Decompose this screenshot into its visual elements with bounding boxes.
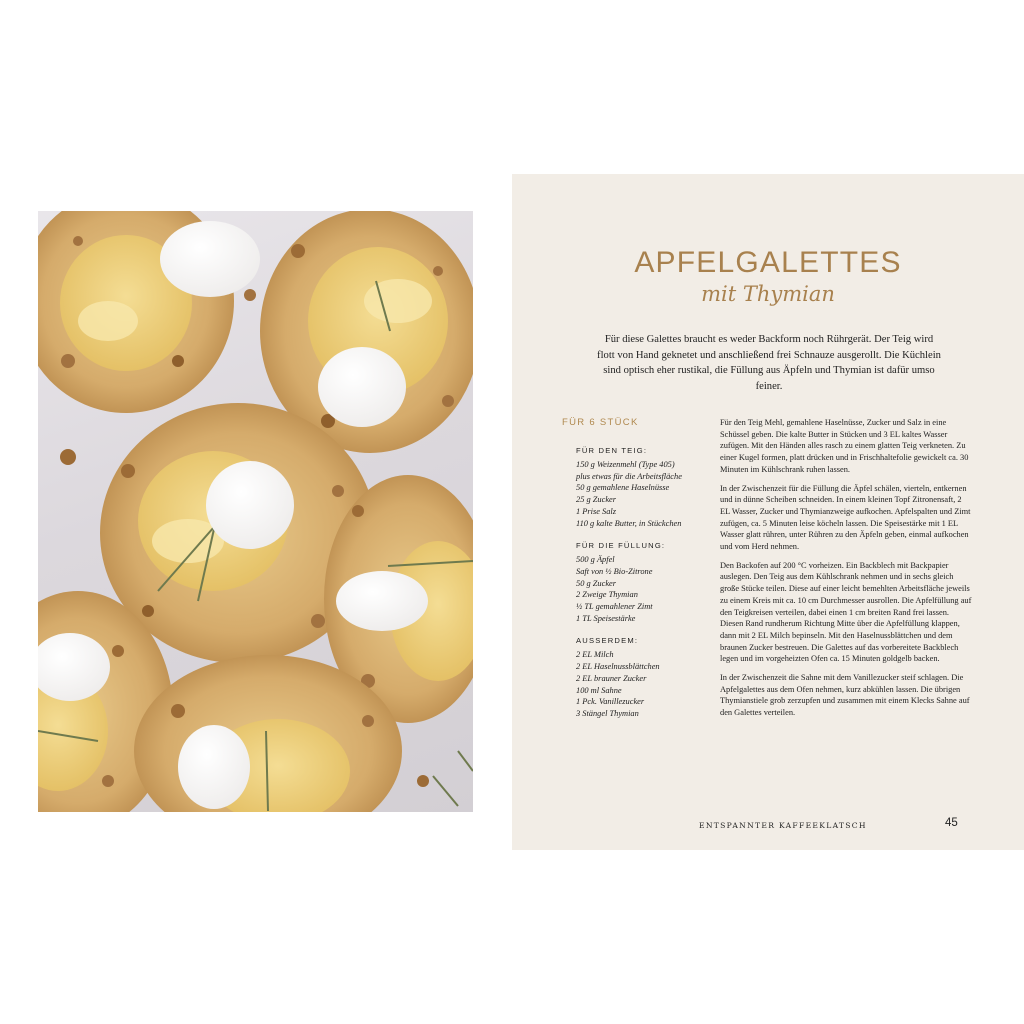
ingredient-item: 110 g kalte Butter, in Stückchen [576,518,682,528]
servings-label: FÜR 6 STÜCK [562,417,639,428]
ingredient-item: 3 Stängel Thymian [576,708,639,718]
ingredient-item: plus etwas für die Arbeitsfläche [576,471,682,481]
ingredient-item: 2 EL Milch [576,650,614,660]
instruction-paragraph: Den Backofen auf 200 °C vorheizen. Ein Backblech mit Backpapier auslegen. Den Teig aus dem Kühlschrank nehmen und in sechs gleich große Stücke teilen. Diese auf einer leicht bemehlten Arbeitsfläche jeweils zu einem Kreis mit ca. 10 cm Durchmesser ausrollen. Die Apfelfüllung auf den Teigkreisen verteilen, dabei einen 1 cm breiten Rand frei lassen. Diesen Rand rundherum Richtung Mitte über die Apfelfüllung klappen, dann mit 2 EL Milch bepinseln. Mit den Haselnussblättchen und dem braunen Zucker bestreuen. Die Galettes auf das vorbereitete Backblech legen und im vorgeheizten Ofen ca. 15 Minuten goldgelb backen. [720,560,972,664]
ingredient-item: 25 g Zucker [576,495,617,505]
ingredient-list [576,649,726,719]
ingredient-item: 150 g Weizenmehl (Type 405) [576,460,675,469]
ingredient-list [576,459,726,529]
ingredient-group-heading: AUSSERDEM: [576,636,639,646]
ingredient-item: 2 Zweige Thymian [576,590,638,600]
running-footer: ENTSPANNTER KAFFEEKLATSCH [699,821,867,830]
instruction-paragraph: In der Zwischenzeit für die Füllung die Äpfel schälen, vierteln, entkernen und in dünne Scheiben schneiden. In einem kleinen Topf Zitronensaft, 2 EL Wasser, Zucker und Thymianzweige aufkochen. Apfelspalten und Zimt zufügen, ca. 5 Minuten leise köcheln lassen. Die Speisestärke mit 1 EL Wasser glatt rühren, unter Rühren zu den Äpfeln geben, einmal aufkochen und vom Herd nehmen. [720,483,971,552]
ingredient-item: 500 g Äpfel [576,555,615,565]
ingredient-group [576,636,726,719]
ingredient-group-heading: FÜR DIE FÜLLUNG: [576,541,666,551]
page-number: 45 [945,817,958,829]
recipe-page [512,174,1024,850]
ingredient-item: 2 EL brauner Zucker [576,673,647,683]
cream-dollop [178,725,250,809]
instruction-paragraph: In der Zwischenzeit die Sahne mit dem Vanillezucker steif schlagen. Die Apfelgalettes aus dem Ofen nehmen, kurz abkühlen lassen. Die übrigen Thymianstiele grob zerzupfen und zusammen mit einem Klecks Sahne auf den Galettes verteilen. [720,673,970,718]
ingredient-item: 50 g Zucker [576,578,617,588]
instruction-paragraph: Für den Teig Mehl, gemahlene Haselnüsse, Zucker und Salz in eine Schüssel geben. Die kalte Butter in Stücken und 3 EL kaltes Wasser zufügen. Mit den Händen alles rasch zu einem glatten Teig verkneten. Zu einer Kugel formen, platt drücken und in Frischhaltefolie gewickelt ca. 30 Minuten im Kühlschrank ruhen lassen. [720,418,969,474]
instructions-column [720,417,972,726]
ingredient-item: 1 Pck. Vanillezucker [576,697,645,707]
ingredient-item: 50 g gemahlene Haselnüsse [576,483,670,493]
ingredient-item: ½ TL gemahlener Zimt [576,602,653,612]
ingredient-item: 1 Prise Salz [576,506,617,516]
ingredient-item: 2 EL Haselnussblättchen [576,662,660,672]
recipe-intro: Für diese Galettes braucht es weder Backform noch Rührgerät. Der Teig wird flott von Hand geknetet und anschließend frei Schnauze ausgerollt. Die Küchlein sind optisch eher rustikal, die Füllung aus Äpfeln und Thymian ist dafür umso feiner. [597,334,941,392]
recipe-title: APFELGALETTES [634,246,902,279]
ingredient-group [576,446,726,529]
galettes-photo [38,211,473,812]
ingredient-group [576,541,726,624]
cream-dollop [206,461,294,549]
ingredient-group-heading: FÜR DEN TEIG: [576,446,648,455]
cream-dollop [160,221,260,297]
cream-dollop [336,571,428,631]
ingredient-item: 1 TL Speisestärke [576,613,636,623]
recipe-subtitle: mit Thymian [701,282,835,306]
ingredient-item: Saft von ½ Bio-Zitrone [576,566,653,576]
ingredients-column [576,446,726,732]
ingredient-item: 100 ml Sahne [576,685,622,695]
cream-dollop [318,347,406,427]
galette-top-left [38,211,260,413]
galettes-illustration [38,211,473,812]
ingredient-list [576,554,726,624]
